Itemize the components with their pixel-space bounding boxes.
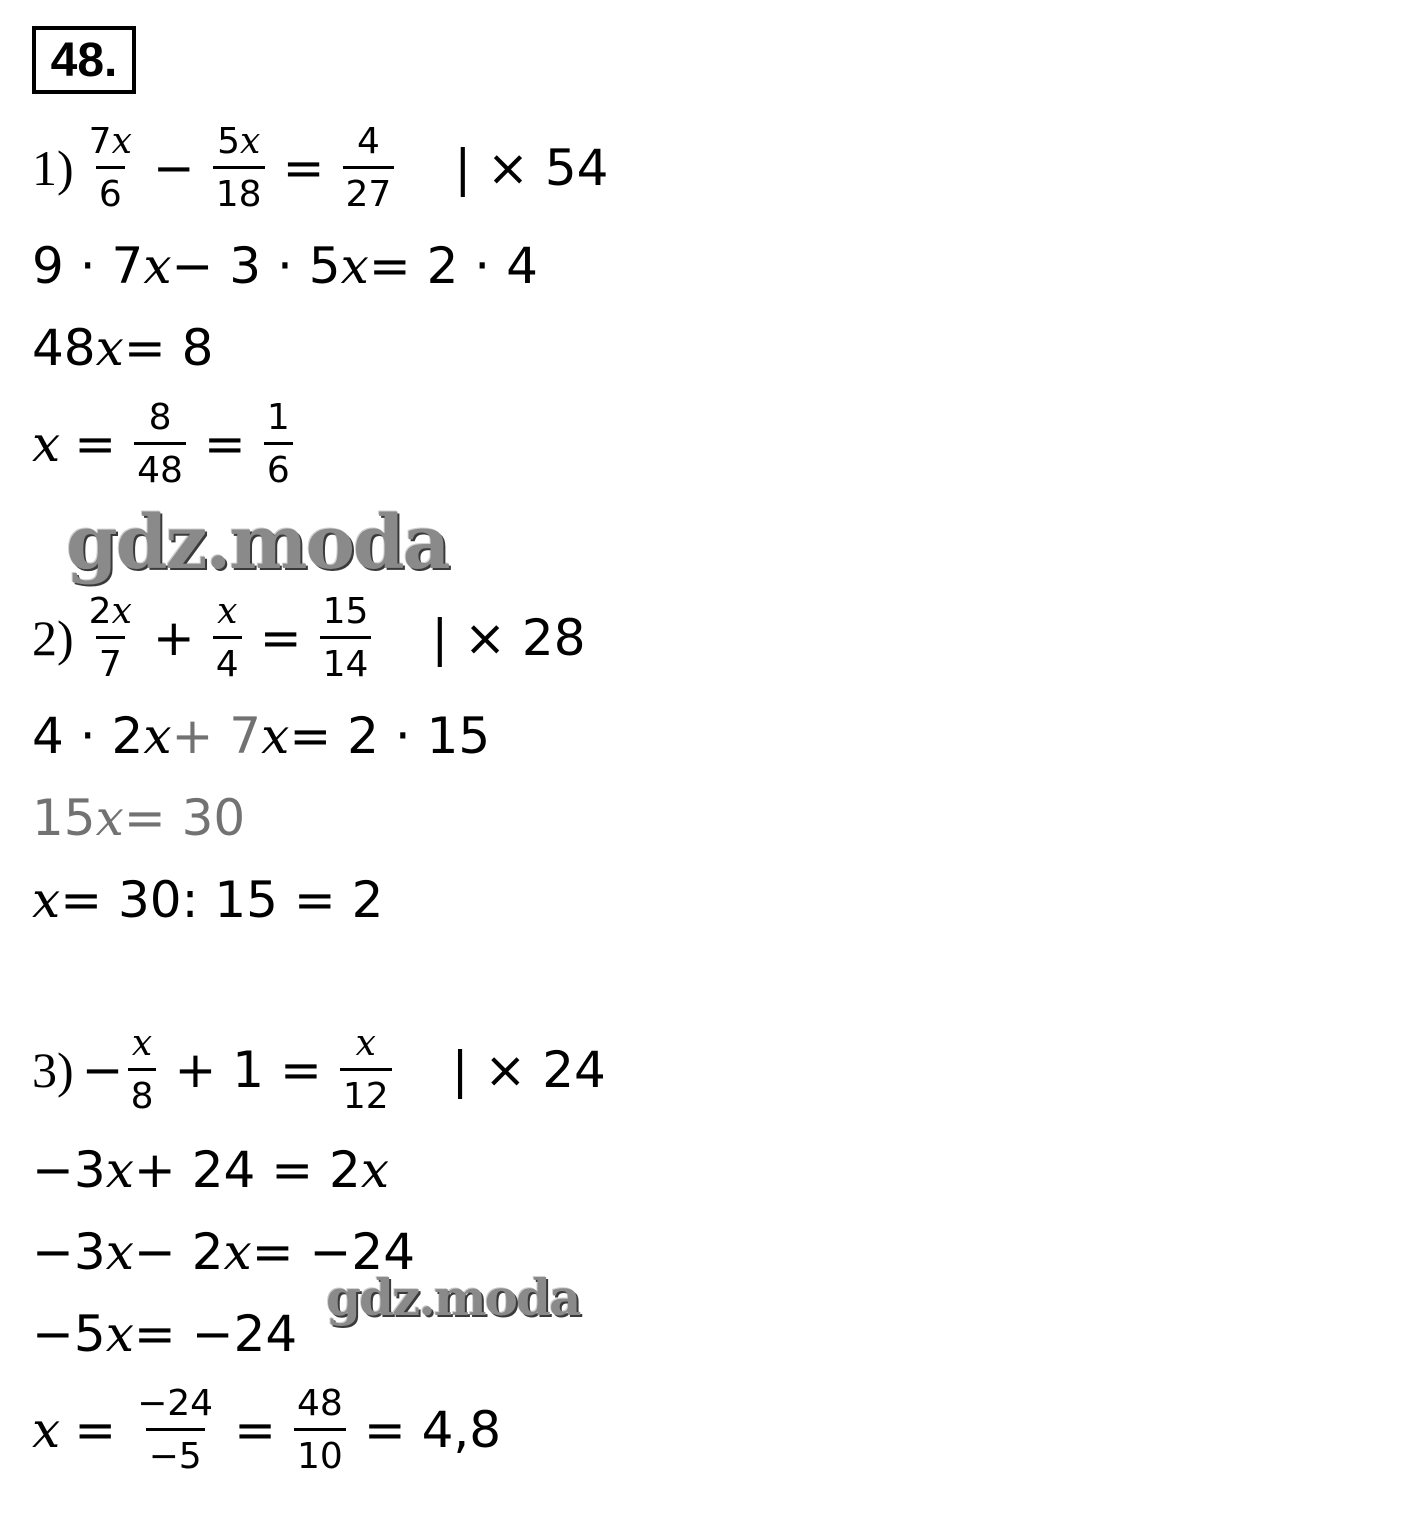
multiplier: | × 24 xyxy=(451,1041,606,1099)
operator: = xyxy=(282,139,325,197)
part1-step2: 48 x = 8 xyxy=(32,319,214,377)
part2-step2: 15 x = 30 xyxy=(32,789,246,847)
part1-label: 1) xyxy=(32,140,74,196)
fraction: $\frac{7x}{6}$ xyxy=(88,120,132,215)
part3-step2: −3 x − 2 x = −24 xyxy=(32,1223,416,1281)
fraction: $\frac{x}{12}$ xyxy=(340,1026,392,1115)
fraction: $\frac{5x}{18}$ xyxy=(213,124,265,213)
fraction: $\frac{x}{8}$ xyxy=(128,1026,157,1115)
part2-equation xyxy=(32,588,586,688)
watermark: gdz.moda xyxy=(326,1268,580,1327)
fraction: $\frac{2x}{7}$ xyxy=(88,590,132,685)
task-number: 48. xyxy=(32,26,136,94)
fraction: $\frac{x}{4}$ xyxy=(213,594,242,683)
part1-equation xyxy=(32,118,608,218)
part3-equation: 3) − $\frac{x}{8}$ + 1 = $\frac{x}{12}$ | × 24 xyxy=(32,1022,606,1117)
part2-step3: x = 30: 15 = 2 xyxy=(32,871,384,929)
part3-step4: x = $\frac{-24}{-5}$ = $\frac{48}{10}$ = 4,8 xyxy=(32,1382,502,1477)
part1-step1: 9 · 7 x − 3 · 5 x = 2 · 4 xyxy=(32,237,538,295)
part3-step3: −5 x = −24 xyxy=(32,1305,298,1363)
fraction: $\frac{1}{6}$ xyxy=(264,400,293,489)
fraction: $\frac{15}{14}$ xyxy=(320,594,372,683)
part1-step3: x = $\frac{8}{48}$ = $\frac{1}{6}$ xyxy=(32,394,297,494)
part3-label: 3) xyxy=(32,1042,74,1098)
operator: − xyxy=(152,139,195,197)
part2-label: 2) xyxy=(32,610,74,666)
fraction: $\frac{48}{10}$ xyxy=(294,1386,346,1475)
multiplier: | × 28 xyxy=(431,609,586,667)
part2-step1: 4 · 2 x + 7 x = 2 · 15 xyxy=(32,707,491,765)
part3-step1: −3 x + 24 = 2 x xyxy=(32,1141,390,1199)
fraction: $\frac{-24}{-5}$ xyxy=(137,1382,214,1477)
operator: = xyxy=(259,609,302,667)
watermark: gdz.moda xyxy=(66,500,449,586)
operator: + xyxy=(152,609,195,667)
multiplier: | × 54 xyxy=(454,139,609,197)
fraction: $\frac{4}{27}$ xyxy=(343,124,395,213)
fraction: $\frac{8}{48}$ xyxy=(134,400,186,489)
